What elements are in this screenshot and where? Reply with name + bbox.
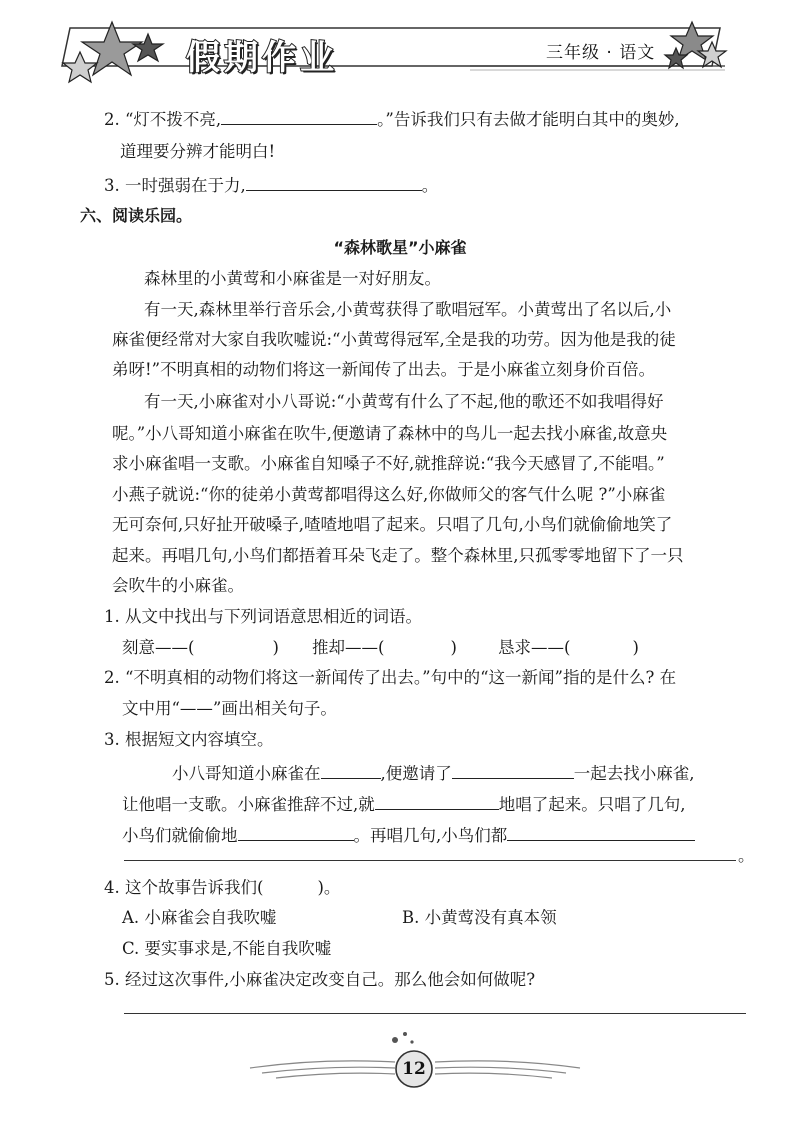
article-line: 小燕子就说:“你的徒弟小黄莺都唱得这么好,你做师父的客气什么呢 ?”小麻雀 xyxy=(112,485,666,504)
article-line: 有一天,森林里举行音乐会,小黄莺获得了歌唱冠军。小黄莺出了名以后,小 xyxy=(144,300,672,319)
question-text: 4. 这个故事告诉我们( xyxy=(104,878,264,897)
vocab-close: ) xyxy=(272,638,279,657)
answer-blank[interactable] xyxy=(452,760,574,779)
option-b[interactable]: B. 小黄莺没有真本领 xyxy=(402,908,557,927)
question-text: 。”告诉我们只有去做才能明白其中的奥妙, xyxy=(377,110,680,129)
vocab-word: 恳求——( xyxy=(498,638,571,657)
article-line: 呢。”小八哥知道小麻雀在吹牛,便邀请了森林中的鸟儿一起去找小麻雀,故意央 xyxy=(112,424,668,443)
question-1-item xyxy=(122,636,279,660)
article-line: 起来。再唱几句,小鸟们都捂着耳朵飞走了。整个森林里,只孤零零地留下了一只 xyxy=(112,546,684,565)
article-line: 麻雀便经常对大家自我吹嘘说:“小黄莺得冠军,全是我的功劳。因为他是我的徒 xyxy=(112,330,676,349)
question-text: 2. “灯不拨不亮, xyxy=(104,110,222,129)
question-3-line-3 xyxy=(122,822,695,848)
question-text: 小八哥知道小麻雀在 xyxy=(172,764,321,783)
question-text: 一起去找小麻雀, xyxy=(573,764,695,783)
question-text: ,便邀请了 xyxy=(380,764,452,783)
sentence-end: 。 xyxy=(738,846,755,865)
article-line: 森林里的小黄莺和小麻雀是一对好朋友。 xyxy=(144,269,441,288)
page-number: 12 xyxy=(402,1059,426,1079)
question-5-3 xyxy=(104,172,438,198)
answer-blank[interactable] xyxy=(238,822,354,841)
page-footer xyxy=(0,1020,800,1100)
vocab-word: 推却——( xyxy=(312,638,385,657)
header-decoration xyxy=(0,0,800,100)
question-text: 。 xyxy=(421,176,439,195)
answer-line[interactable] xyxy=(124,1013,746,1014)
answer-blank[interactable] xyxy=(507,822,695,841)
question-4-prompt xyxy=(104,876,340,900)
question-3-prompt: 3. 根据短文内容填空。 xyxy=(104,730,274,749)
question-text: 3. 一时强弱在于力, xyxy=(104,176,246,195)
vocab-close: ) xyxy=(450,638,457,657)
answer-blank[interactable] xyxy=(246,172,422,191)
question-3-line-1 xyxy=(172,760,695,786)
option-c[interactable]: C. 要实事求是,不能自我吹嘘 xyxy=(122,939,332,958)
question-text: 。再唱几句,小鸟们都 xyxy=(353,826,508,845)
article-line: 会吹牛的小麻雀。 xyxy=(112,576,244,595)
option-a[interactable]: A. 小麻雀会自我吹嘘 xyxy=(122,908,277,927)
vocab-close: ) xyxy=(632,638,639,657)
answer-blank[interactable] xyxy=(221,106,377,125)
question-5-2-line-1 xyxy=(104,106,680,132)
question-5-2-line-2: 道理要分辨才能明白! xyxy=(120,142,276,161)
article-line: 弟呀!”不明真相的动物们将这一新闻传了出去。于是小麻雀立刻身价百倍。 xyxy=(112,360,656,379)
article-line: 无可奈何,只好扯开破嗓子,喳喳地唱了起来。只唱了几句,小鸟们就偷偷地笑了 xyxy=(112,515,673,534)
question-text: 地唱了起来。只唱了几句, xyxy=(498,795,686,814)
question-5-prompt: 5. 经过这次事件,小麻雀决定改变自己。那么他会如何做呢? xyxy=(104,970,536,989)
book-title: 假期作业 xyxy=(186,38,338,78)
question-3-line-2 xyxy=(122,791,686,817)
question-text: 让他唱一支歌。小麻雀推辞不过,就 xyxy=(122,795,375,814)
question-text: )。 xyxy=(317,878,341,897)
answer-line[interactable] xyxy=(124,860,736,861)
article-line: 有一天,小麻雀对小八哥说:“小黄莺有什么了不起,他的歌还不如我唱得好 xyxy=(144,392,664,411)
question-1-item xyxy=(312,636,457,660)
grade-subject: 三年级 · 语文 xyxy=(546,43,656,63)
vocab-word: 刻意——( xyxy=(122,638,195,657)
question-1-item xyxy=(498,636,639,660)
question-2-line-1: 2. “不明真相的动物们将这一新闻传了出去。”句中的“这一新闻”指的是什么? 在 xyxy=(104,668,677,687)
question-2-line-2: 文中用“——”画出相关句子。 xyxy=(122,699,337,718)
question-1-prompt: 1. 从文中找出与下列词语意思相近的词语。 xyxy=(104,607,422,626)
dots-icon xyxy=(392,1032,414,1044)
page-header xyxy=(0,0,800,100)
section-heading: 六、阅读乐园。 xyxy=(80,206,193,225)
answer-blank[interactable] xyxy=(375,791,499,810)
question-text: 小鸟们就偷偷地 xyxy=(122,826,238,845)
swoosh-left-icon xyxy=(250,1061,395,1078)
answer-blank[interactable] xyxy=(321,760,381,779)
swoosh-right-icon xyxy=(435,1061,580,1078)
article-title: “森林歌星”小麻雀 xyxy=(333,238,467,257)
article-line: 求小麻雀唱一支歌。小麻雀自知嗓子不好,就推辞说:“我今天感冒了,不能唱。” xyxy=(112,454,665,473)
